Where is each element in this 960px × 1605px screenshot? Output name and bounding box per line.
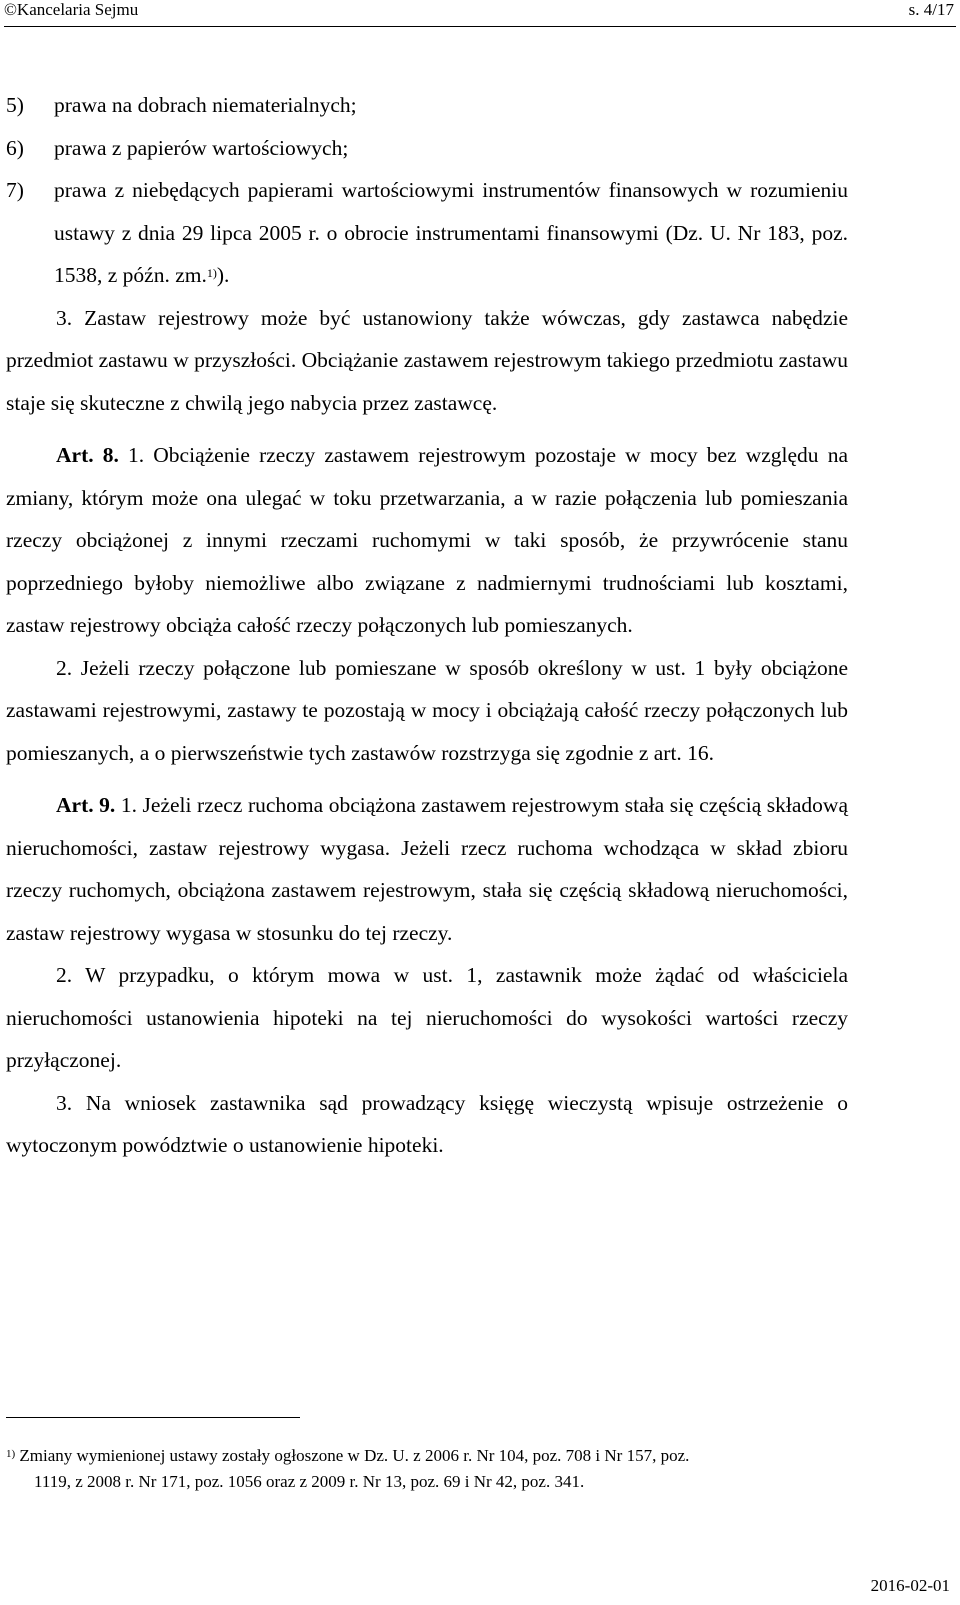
document-date: 2016-02-01 (870, 1576, 950, 1595)
article-9-label: Art. 9. (56, 793, 116, 817)
list-item-7 (6, 169, 848, 297)
footnote-separator (6, 1417, 300, 1418)
list-item-number: 6) (6, 135, 24, 160)
article-9-paragraph-2: 2. W przypadku, o którym mowa w ust. 1, zastawnik może żądać od właściciela nieruchomości ustanowienia hipoteki na tej nieruchomości do wysokości wartości rzeczy przyłączonej. (6, 963, 848, 1072)
document-body (6, 84, 848, 1167)
list-item-number: 5) (6, 93, 24, 117)
list-item-tail: ). (216, 263, 230, 287)
header-page-number: s. 4/17 (908, 0, 954, 19)
footnote-text-1: Zmiany wymienionej ustawy zostały ogłoszone w Dz. U. z 2006 r. Nr 104, poz. 708 i Nr 157, poz. (15, 1446, 690, 1465)
footnote-ref[interactable]: 1) (206, 266, 217, 280)
list-item-text: prawa z niebędących papierami wartościowymi instrumentów finansowych w rozumieniu ustawy z dnia 29 lipca 2005 r. o obrocie instrumentami finansowymi (Dz. U. Nr 183, poz. 1538, z późn. zm. (54, 178, 848, 287)
list-item-5 (6, 84, 848, 127)
list-item-6 (6, 127, 848, 170)
article-8-text-1: 1. Obciążenie rzeczy zastawem rejestrowym pozostaje w mocy bez względu na zmiany, którym może ona ulegać w toku przetwarzania, a w razie połączenia lub pomieszania rzeczy obciążonej z innymi rzeczami ruchomymi w taki sposób, że przywrócenie stanu poprzedniego byłoby niemożliwe albo związane z nadmiernymi trudnościami lub kosztami, zastaw rejestrowy obciąża całość rzeczy połączonych lub pomieszanych. (6, 443, 848, 637)
list-item-text: prawa z papierów wartościowych; (54, 135, 349, 160)
list-item-text: prawa na dobrach niematerialnych; (54, 93, 357, 117)
article-9-paragraph-3: 3. Na wniosek zastawnika sąd prowadzący księgę wieczystą wpisuje ostrzeżenie o wytoczonym powództwie o ustanowienie hipoteki. (6, 1090, 848, 1157)
article-8-label: Art. 8. (56, 443, 119, 467)
header-publisher: ©Kancelaria Sejmu (4, 0, 139, 19)
article-8-paragraph-2: 2. Jeżeli rzeczy połączone lub pomieszane w sposób określony w ust. 1 były obciążone zastawami rejestrowymi, zastawy te pozostają w mocy i obciążają całość rzeczy połączonych lub pomieszanych, a o pierwszeństwie tych zastawów rozstrzyga się zgodnie z art. 16. (6, 655, 848, 765)
page-header (4, 0, 956, 27)
article-8-paragraph-1 (6, 434, 848, 647)
article-9-paragraph-1 (6, 784, 848, 954)
footnote-mark: 1) (6, 1448, 16, 1460)
list-item-number: 7) (6, 178, 24, 202)
footnote-line-1 (6, 1443, 856, 1469)
article-9-text-1: 1. Jeżeli rzecz ruchoma obciążona zastawem rejestrowym stała się częścią składową nieruchomości, zastaw rejestrowy wygasa. Jeżeli rzecz ruchoma wchodząca w skład zbioru rzeczy ruchomych, obciążona zastawem rejestrowym, stała się częścią składową nieruchomości, zastaw rejestrowy wygasa w stosunku do tej rzeczy. (6, 793, 848, 945)
footnote (6, 1443, 856, 1495)
paragraph-ust-3: 3. Zastaw rejestrowy może być ustanowiony także wówczas, gdy zastawca nabędzie przedmiot zastawu w przyszłości. Obciążanie zastawem rejestrowym takiego przedmiotu zastawu staje się skuteczne z chwilą jego nabycia przez zastawcę. (6, 305, 848, 415)
footnote-text-2: 1119, z 2008 r. Nr 171, poz. 1056 oraz z 2009 r. Nr 13, poz. 69 i Nr 42, poz. 341. (34, 1472, 585, 1491)
